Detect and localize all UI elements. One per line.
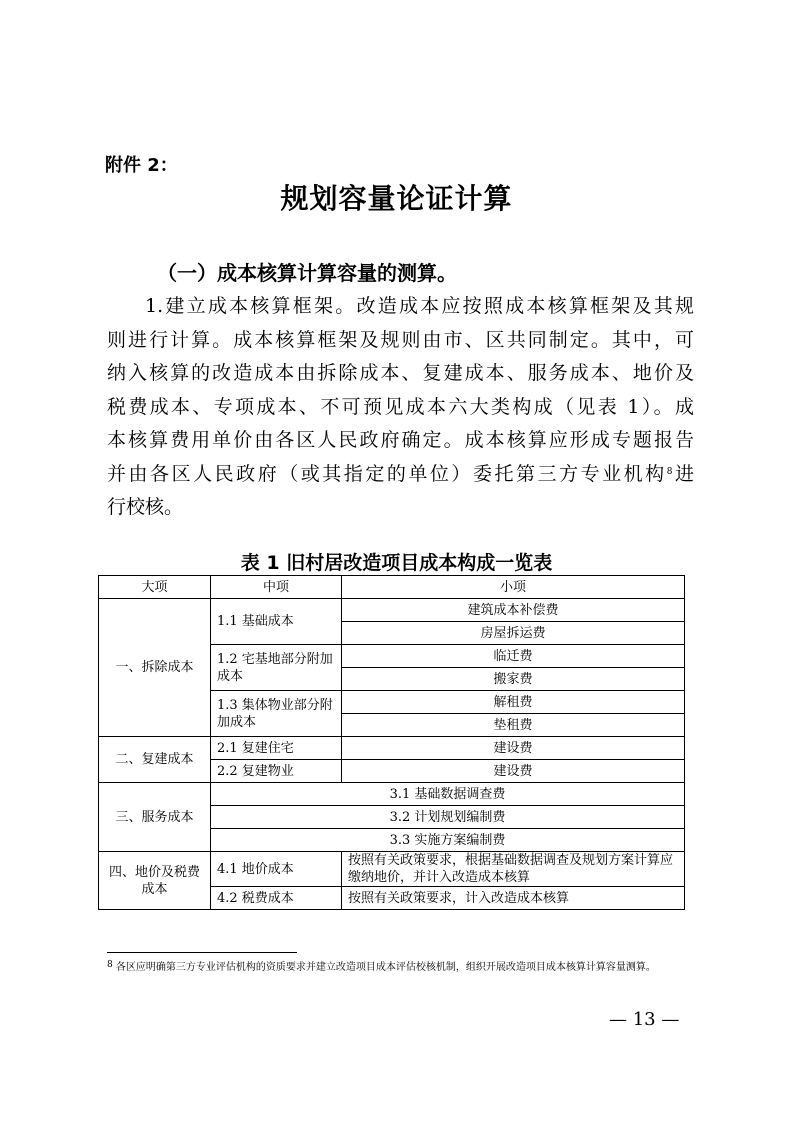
category-cell: 四、地价及税费成本 [99,852,211,910]
merged-item-cell: 3.2 计划规划编制费 [211,806,685,829]
header-cell: 大项 [99,576,211,599]
paragraph-line [107,458,694,492]
footnote-ref: 8 [666,466,673,477]
footnote-text: 各区应明确第三方专业评估机构的资质要求并建立改造项目成本评估校核机制，组织开展改造项目成本核算计算容量测算。 [115,962,656,973]
sub-item-cell: 4.2 税费成本 [211,887,342,910]
paragraph-line-tail: 进 [672,462,694,485]
page-title: 规划容量论证计算 [280,182,513,215]
page-number: — 13 — [609,1009,680,1030]
sub-item-cell: 1.1 基础成本 [211,599,342,645]
table-row [99,599,685,622]
table-header-row [99,576,685,599]
table-caption: 表 1 旧村居改造项目成本构成一览表 [240,552,553,574]
cost-table [98,575,685,910]
detail-cell: 房屋拆运费 [342,622,685,645]
header-cell: 中项 [211,576,342,599]
paragraph-line: 纳入核算的改造成本由拆除成本、复建成本、服务成本、地价及 [107,362,694,384]
sub-item-cell: 4.1 地价成本 [211,852,342,887]
body-paragraph [107,290,694,525]
footnote-marker: 8 [107,960,113,970]
category-cell: 三、服务成本 [99,783,211,852]
footnote-divider [107,952,297,953]
section-heading: （一）成本核算计算容量的测算。 [157,261,457,285]
detail-cell: 按照有关政策要求，计入改造成本核算 [342,887,685,910]
table-row [99,783,685,806]
detail-cell: 临迁费 [342,645,685,668]
paragraph-line-text: 并由各区人民政府（或其指定的单位）委托第三方专业机构 [107,462,667,485]
footnote [107,960,694,975]
detail-cell: 建设费 [342,737,685,760]
category-cell: 二、复建成本 [99,737,211,783]
sub-item-cell: 1.2 宅基地部分附加成本 [211,645,342,691]
merged-item-cell: 3.1 基础数据调查费 [211,783,685,806]
paragraph-line: 则进行计算。成本核算框架及规则由市、区共同制定。其中，可 [107,328,694,351]
sub-item-cell: 2.1 复建住宅 [211,737,342,760]
table-row [99,737,685,760]
header-cell: 小项 [342,576,685,599]
paragraph-line: 行校核。 [107,496,184,518]
paragraph-line: 本核算费用单价由各区人民政府确定。成本核算应形成专题报告 [107,429,694,451]
table-row [99,852,685,887]
detail-cell: 按照有关政策要求，根据基础数据调查及规划方案计算应缴纳地价，并计入改造成本核算 [342,852,685,887]
detail-cell: 建设费 [342,760,685,783]
category-cell: 一、拆除成本 [99,599,211,737]
sub-item-cell: 1.3 集体物业部分附加成本 [211,691,342,737]
paragraph-line: 1.建立成本核算框架。改造成本应按照成本核算框架及其规 [145,295,694,317]
detail-cell: 解租费 [342,691,685,714]
detail-cell: 搬家费 [342,668,685,691]
attachment-label: 附件 2： [105,155,178,176]
detail-cell: 垫租费 [342,714,685,737]
merged-item-cell: 3.3 实施方案编制费 [211,829,685,852]
detail-cell: 建筑成本补偿费 [342,599,685,622]
paragraph-line: 税费成本、专项成本、不可预见成本六大类构成（见表 1）。成 [107,395,694,418]
sub-item-cell: 2.2 复建物业 [211,760,342,783]
